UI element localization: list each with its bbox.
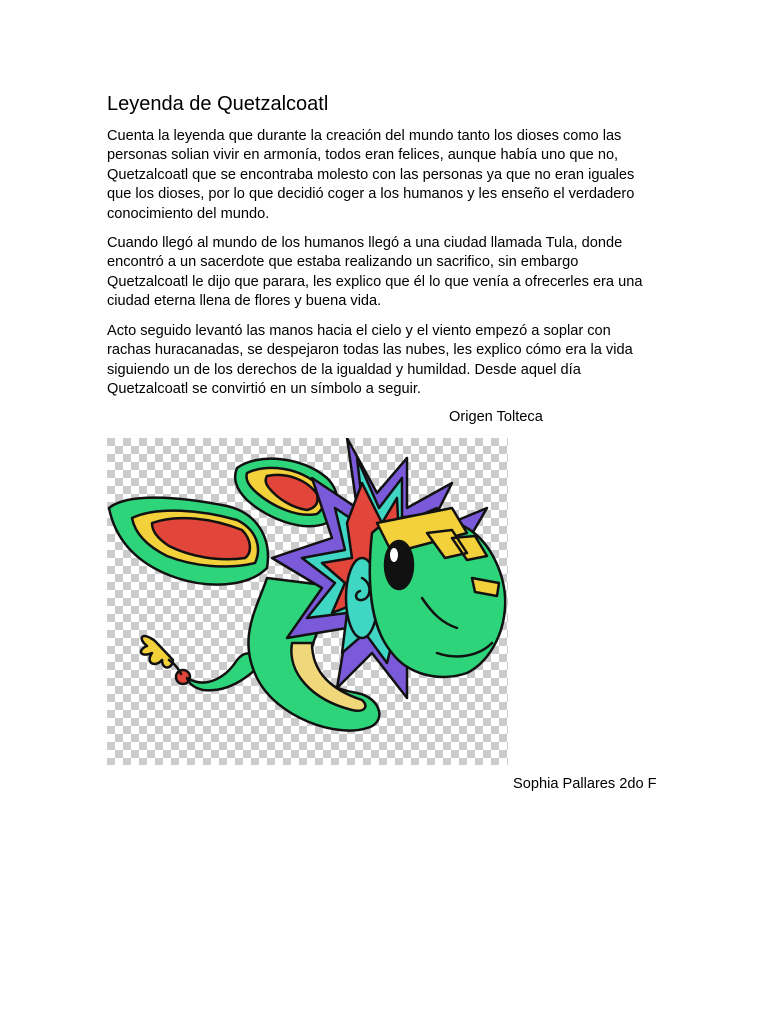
paragraph-line: Cuando llegó al mundo de los humanos llegó a una ciudad llamada Tula, donde: [107, 235, 623, 251]
author-signature: Sophia Pallares 2do F: [513, 776, 657, 792]
paragraph-line: Quetzalcoatl que se encontraba molesto con las personas ya que no eran iguales: [107, 166, 635, 183]
dragon-eye: [385, 541, 413, 589]
origin-line: Origen Tolteca: [449, 409, 543, 425]
paragraph-line: Quetzalcoatl le dijo que parara, les explico que él lo que venía a ofrecerles era una: [107, 273, 643, 290]
paragraph-line: ciudad eterna llena de flores y buena vida.: [107, 293, 382, 310]
paragraph-line: encontró a un sacerdote que estaba realizando un sacrifico, sin embargo: [107, 254, 579, 271]
paragraph-2: [107, 234, 667, 312]
page-title: Leyenda de Quetzalcoatl: [107, 93, 329, 115]
paragraph-line: que los dioses, por lo que decidió coger a los humanos y les enseño el verdadero: [107, 186, 635, 203]
paragraph-1: [107, 127, 667, 224]
paragraph-line: Acto seguido levantó las manos hacia el cielo y el viento empezó a soplar con: [107, 323, 611, 339]
paragraph-3: [107, 322, 667, 400]
paragraph-line: Cuenta la leyenda que durante la creación del mundo tanto los dioses como las: [107, 128, 622, 144]
paragraph-line: personas solian vivir en armonía, todos eran felices, aunque había uno que no,: [107, 147, 619, 164]
paragraph-line: Quetzalcoatl se convirtió en un símbolo a seguir.: [107, 381, 421, 398]
paragraph-line: rachas huracanadas, se despejaron todas las nubes, les explico cómo era la vida: [107, 342, 633, 359]
paragraph-line: siguiendo un de los derechos de la igualdad y humildad. Desde aquel día: [107, 361, 581, 378]
paragraph-line: conocimiento del mundo.: [107, 205, 270, 222]
quetzalcoatl-illustration: [107, 438, 508, 765]
